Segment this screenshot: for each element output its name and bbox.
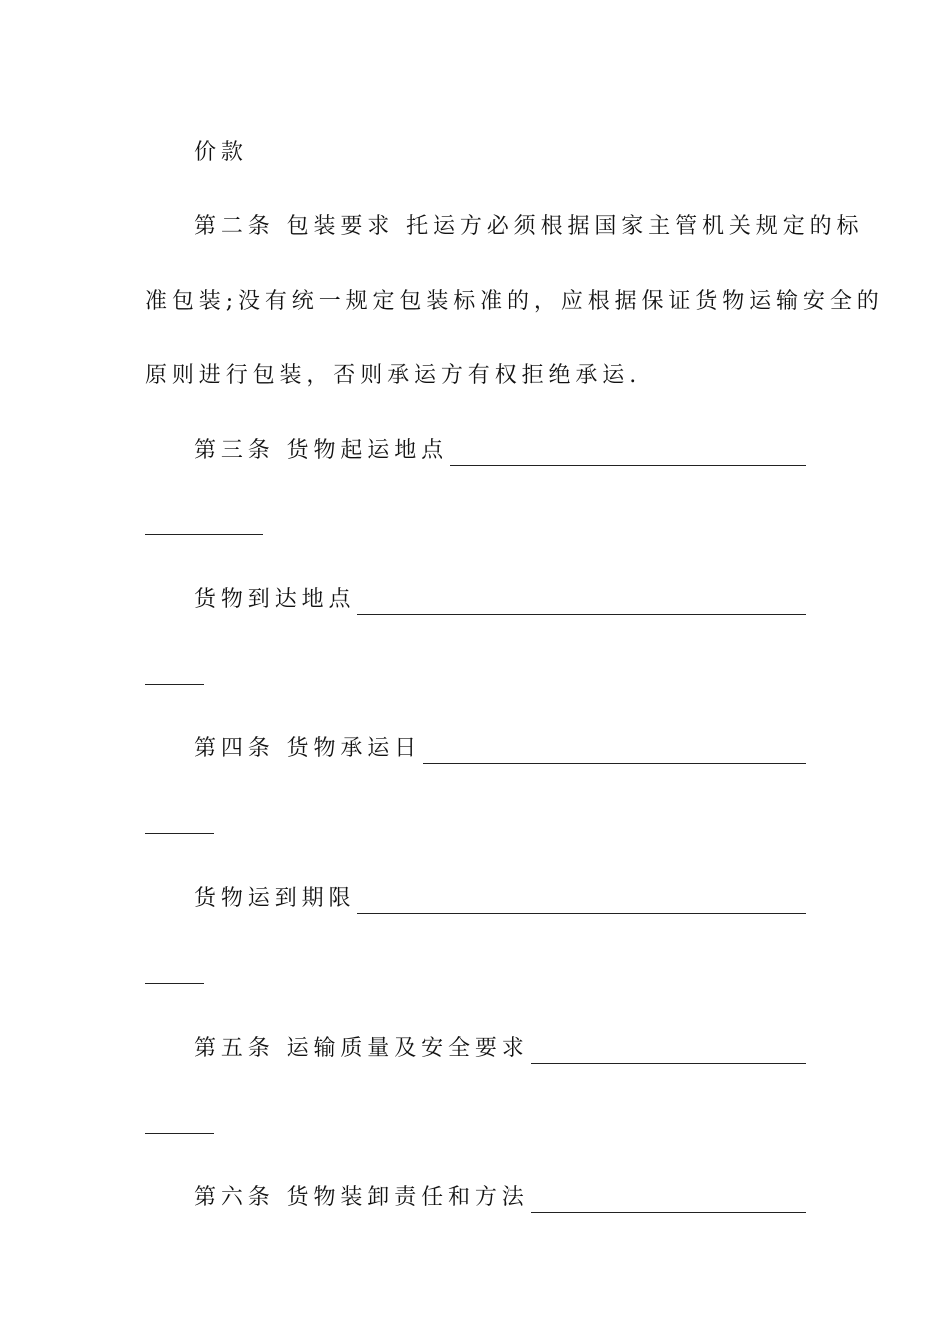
deadline-blank (357, 891, 806, 914)
deadline-row (194, 884, 806, 914)
arrival-blank (357, 592, 806, 615)
article5-label: 第五条 运输质量及安全要求 (194, 1036, 529, 1061)
article6-blank (531, 1190, 806, 1213)
article3-blank (450, 443, 806, 466)
arrival-row (194, 585, 806, 615)
article4-row (194, 734, 806, 764)
arrival-label: 货物到达地点 (194, 587, 356, 612)
article2-line3: 原则进行包装，否则承运方有权拒绝承运. (145, 363, 642, 388)
price-line: 价款 (194, 140, 248, 165)
deadline-blank-continued (145, 982, 204, 984)
article4-blank (423, 741, 806, 764)
article3-blank-continued (145, 533, 263, 535)
arrival-blank-continued (145, 683, 204, 685)
article4-blank-continued (145, 832, 214, 834)
article3-row (194, 436, 806, 466)
deadline-label: 货物运到期限 (194, 886, 356, 911)
article5-row (194, 1034, 806, 1064)
article2-line1: 第二条 包装要求 托运方必须根据国家主管机关规定的标 (194, 214, 864, 239)
article5-blank-continued (145, 1132, 214, 1134)
article2-line2: 准包装;没有统一规定包装标准的，应根据保证货物运输安全的 (145, 289, 884, 314)
article3-label: 第三条 货物起运地点 (194, 438, 448, 463)
article4-label: 第四条 货物承运日 (194, 736, 422, 761)
article5-blank (531, 1041, 806, 1064)
article6-row (194, 1183, 806, 1213)
article6-label: 第六条 货物装卸责任和方法 (194, 1185, 529, 1210)
